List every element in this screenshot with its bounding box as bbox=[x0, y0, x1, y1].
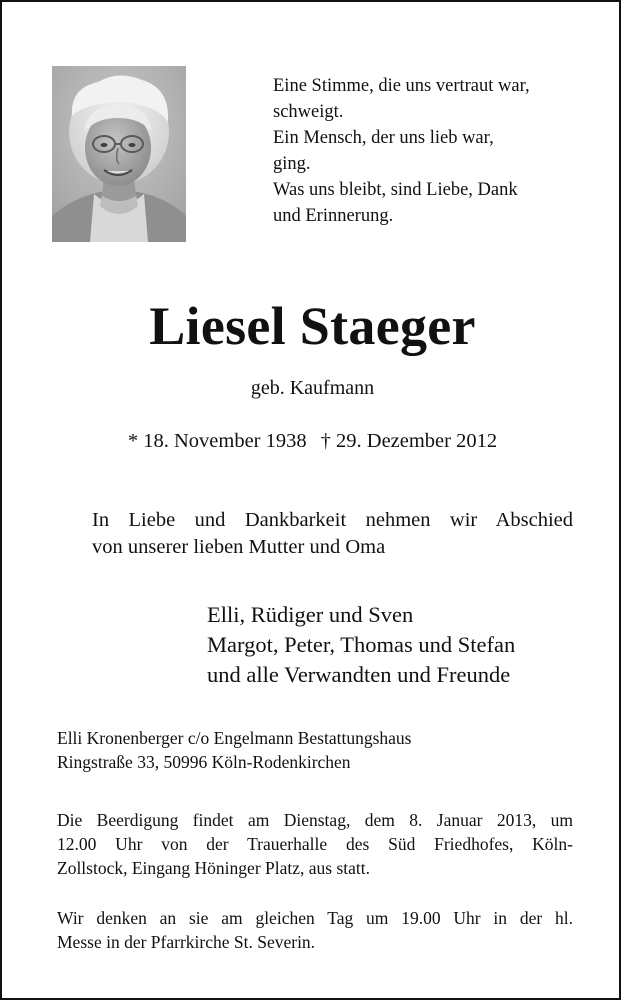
poem-verse bbox=[273, 73, 593, 229]
farewell-line: von unserer lieben Mutter und Oma bbox=[92, 536, 386, 558]
life-dates bbox=[2, 427, 621, 455]
address-line: Elli Kronenberger c/o Engelmann Bestattungshaus bbox=[57, 728, 412, 748]
birth-date: * 18. November 1938 bbox=[127, 430, 307, 452]
memorial-line: Messe in der Pfarrkirche St. Severin. bbox=[57, 932, 316, 952]
family-line: und alle Verwandten und Freunde bbox=[207, 662, 511, 687]
memorial-mass-info bbox=[57, 906, 573, 954]
poem-line: ging. bbox=[273, 154, 311, 174]
address-line: Ringstraße 33, 50996 Köln-Rodenkirchen bbox=[57, 752, 351, 772]
poem-line: Was uns bleibt, sind Liebe, Dank bbox=[273, 180, 518, 200]
deceased-name: Liesel Staeger bbox=[149, 296, 476, 356]
family-line: Elli, Rüdiger und Sven bbox=[207, 602, 414, 627]
contact-address bbox=[57, 726, 411, 774]
burial-line: Die Beerdigung findet am Dienstag, dem 8. Januar 2013, um bbox=[57, 810, 573, 830]
death-date: † 29. Dezember 2012 bbox=[320, 430, 498, 452]
family-line: Margot, Peter, Thomas und Stefan bbox=[207, 632, 516, 657]
farewell-text bbox=[92, 507, 573, 561]
poem-line: und Erinnerung. bbox=[273, 206, 394, 226]
family-names bbox=[207, 600, 515, 690]
farewell-line: In Liebe und Dankbarkeit nehmen wir Abschied bbox=[92, 509, 573, 531]
poem-line: Ein Mensch, der uns lieb war, bbox=[273, 128, 494, 148]
memorial-line: Wir denken an sie am gleichen Tag um 19.00 Uhr in der hl. bbox=[57, 908, 573, 928]
portrait-image bbox=[52, 66, 186, 242]
burial-line: 12.00 Uhr von der Trauerhalle des Süd Friedhofes, Köln- bbox=[57, 834, 573, 854]
maiden-name: geb. Kaufmann bbox=[250, 377, 375, 399]
poem-line: schweigt. bbox=[273, 102, 344, 122]
burial-info bbox=[57, 808, 573, 880]
burial-line: Zollstock, Eingang Höninger Platz, aus statt. bbox=[57, 858, 371, 878]
poem-line: Eine Stimme, die uns vertraut war, bbox=[273, 76, 530, 96]
portrait-photo bbox=[52, 66, 186, 242]
